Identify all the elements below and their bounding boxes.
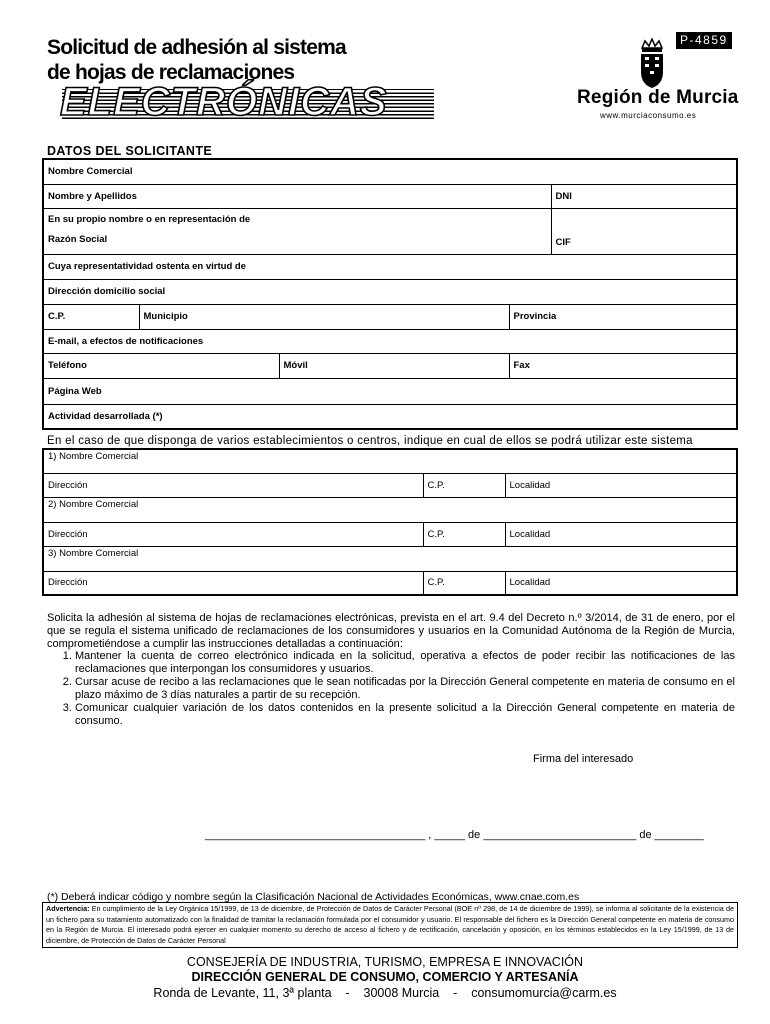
footer-ministry: CONSEJERÍA DE INDUSTRIA, TURISMO, EMPRESA E INNOVACIÓN xyxy=(186,955,584,969)
data-protection-warning xyxy=(42,902,738,948)
condition-item: 1. Mantener la cuenta de correo electrónico indicada en la solicitud, operativa a efectos de poder recibir las notificaciones de las reclamaciones que interpongan los consumidores y usuarios. xyxy=(75,650,735,676)
establishment-2-direccion[interactable]: Dirección xyxy=(43,522,423,546)
establishment-3-nombre[interactable]: 3) Nombre Comercial xyxy=(43,546,737,571)
field-telefono[interactable]: Teléfono xyxy=(43,353,279,378)
applicant-data-table xyxy=(42,158,738,430)
signature-label: Firma del interesado xyxy=(533,753,634,765)
cnae-footnote: (*) Deberá indicar código y nombre según la Clasificación Nacional de Actividades Económicas, www.cnae.com.es xyxy=(47,891,580,903)
representacion-label: En su propio nombre o en representación de xyxy=(48,213,251,225)
field-email[interactable]: E-mail, a efectos de notificaciones xyxy=(43,329,737,353)
organization-name: Región de Murcia xyxy=(577,87,739,108)
field-actividad[interactable]: Actividad desarrollada (*) xyxy=(43,404,737,429)
establishment-1-nombre[interactable]: 1) Nombre Comercial xyxy=(43,449,737,473)
field-nombre-apellidos[interactable]: Nombre y Apellidos xyxy=(43,184,551,208)
signature-date-line[interactable]: ____________________________________ , _____ de _________________________ de ________ xyxy=(205,829,704,841)
field-nombre-comercial[interactable]: Nombre Comercial xyxy=(43,159,737,184)
razon-social-label: Razón Social xyxy=(48,233,108,245)
establishment-1-direccion[interactable]: Dirección xyxy=(43,473,423,497)
warning-text: En cumplimiento de la Ley Orgánica 15/1999, de 13 de diciembre, de Protección de Datos de Carácter Personal (BOE nº 298, de 14 de diciembre de 1999), se informa al solicitante de la existencia de un fichero para su tratamiento automatizado con la finalidad de tramitar la reclamación formulada por el consumidor y usuario. El responsable del fichero es la Dirección General competente en materia de consumo en la Región de Murcia. El interesado podrá ejercer en cualquier momento su derecho de acceso al fichero y de rectificación, cancelación y oposición, en los términos establecidos en la Ley 15/1999, de 13 de diciembre, de Protección de Datos de Carácter Personal xyxy=(46,904,734,945)
form-title-electronicas: ELECTRÓNICAS xyxy=(60,80,388,124)
request-paragraph: Solicita la adhesión al sistema de hojas de reclamaciones electrónicas, prevista en el art. 9.4 del Decreto n.º 3/2014, de 31 de enero, por el que se regula el sistema unificado de reclamaciones de los consumidores y usuarios en la Comunidad Autónoma de la Región de Murcia, comprometiéndose a cumplir las instrucciones detalladas a continuación: xyxy=(47,612,735,650)
field-fax[interactable]: Fax xyxy=(509,353,737,378)
field-representatividad[interactable]: Cuya representatividad ostenta en virtud de xyxy=(43,254,737,279)
establishment-1-cp[interactable]: C.P. xyxy=(423,473,505,497)
establishment-3-direccion[interactable]: Dirección xyxy=(43,571,423,595)
applicant-section-title: DATOS DEL SOLICITANTE xyxy=(47,144,213,158)
establishment-3-cp[interactable]: C.P. xyxy=(423,571,505,595)
field-direccion-social[interactable]: Dirección domicilio social xyxy=(43,279,737,304)
form-title-line2: de hojas de reclamaciones xyxy=(47,61,295,84)
field-cif[interactable]: CIF xyxy=(551,208,737,254)
establishments-table xyxy=(42,448,738,596)
form-code-badge: P-4859 xyxy=(676,32,732,49)
field-cp[interactable]: C.P. xyxy=(43,304,139,329)
conditions-list xyxy=(47,650,735,728)
field-pagina-web[interactable]: Página Web xyxy=(43,378,737,404)
warning-label: Advertencia: xyxy=(46,904,90,913)
field-dni[interactable]: DNI xyxy=(551,184,737,208)
establishments-intro: En el caso de que disponga de varios establecimientos o centros, indique en cual de ellos se podrá utilizar este sistema xyxy=(47,435,693,447)
establishment-2-cp[interactable]: C.P. xyxy=(423,522,505,546)
form-title-line1: Solicitud de adhesión al sistema xyxy=(47,36,346,59)
field-razon-social[interactable] xyxy=(43,208,551,254)
establishment-3-localidad[interactable]: Localidad xyxy=(505,571,737,595)
establishment-2-nombre[interactable]: 2) Nombre Comercial xyxy=(43,497,737,522)
field-municipio[interactable]: Municipio xyxy=(139,304,509,329)
establishment-2-localidad[interactable]: Localidad xyxy=(505,522,737,546)
organization-website: www.murciaconsumo.es xyxy=(600,111,697,120)
condition-item: 2. Cursar acuse de recibo a las reclamaciones que le sean notificadas por la Dirección General competente en materia de consumo en el plazo máximo de 3 días naturales a partir de su recepción. xyxy=(75,676,735,702)
condition-item: 3. Comunicar cualquier variación de los datos contenidos en la presente solicitud a la Dirección General competente en materia de consumo. xyxy=(75,702,735,728)
footer-address: Ronda de Levante, 11, 3ª planta - 30008 Murcia - consumomurcia@carm.es xyxy=(153,986,617,1000)
field-movil[interactable]: Móvil xyxy=(279,353,509,378)
murcia-coat-of-arms-icon xyxy=(638,38,666,90)
field-provincia[interactable]: Provincia xyxy=(509,304,737,329)
footer-directorate: DIRECCIÓN GENERAL DE CONSUMO, COMERCIO Y ARTESANÍA xyxy=(191,970,579,984)
establishment-1-localidad[interactable]: Localidad xyxy=(505,473,737,497)
